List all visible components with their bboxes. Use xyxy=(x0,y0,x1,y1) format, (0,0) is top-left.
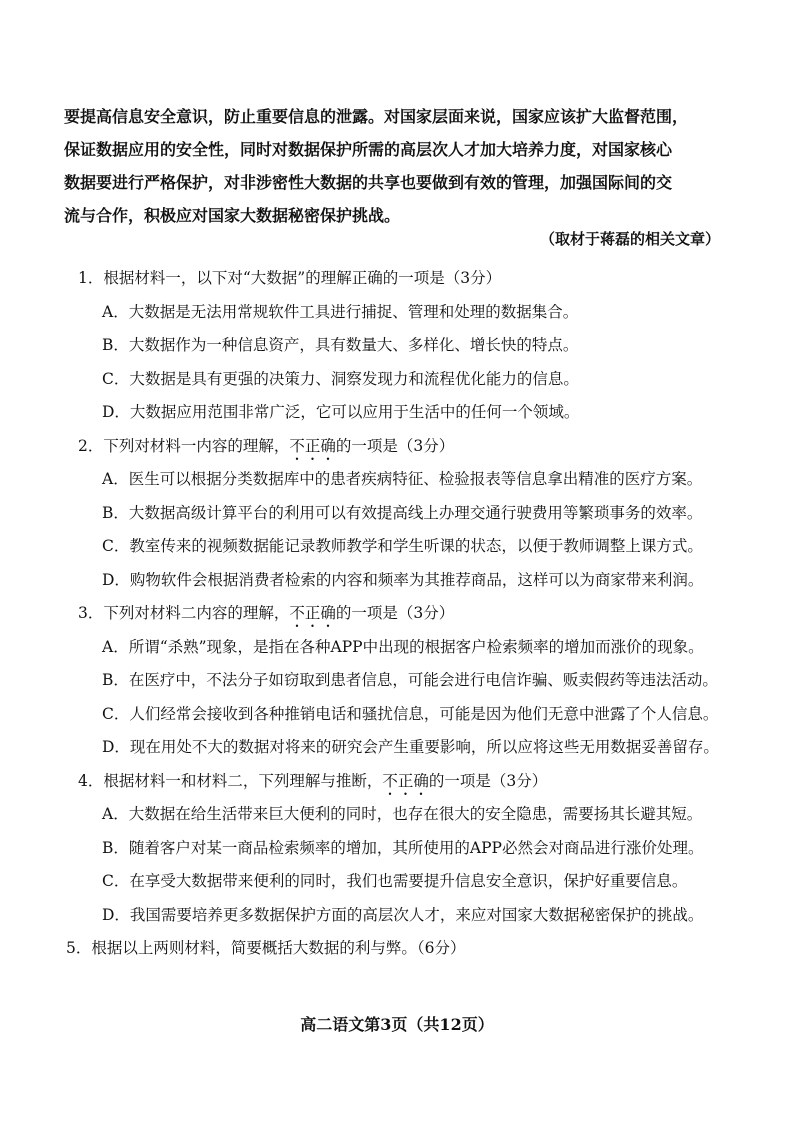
option-a: A．医生可以根据分类数据库中的患者疾病特征、检验报表等信息拿出精准的医疗方案。 xyxy=(102,470,703,488)
passage-line: 数据要进行严格保护，对非涉密性大数据的共享也要做到有效的管理，加强国际间的交 xyxy=(64,173,673,192)
stem-text: 的一项是（3分） xyxy=(335,604,455,622)
question-4 xyxy=(66,765,756,933)
question-stem xyxy=(78,262,756,296)
option-b: B．大数据作为一种信息资产，具有数量大、多样化、增长快的特点。 xyxy=(102,336,579,354)
stem-text: 4．根据材料一和材料二，下列理解与推断， xyxy=(78,771,383,790)
stem-text: 1．根据材料一，以下对“大数据”的理解正确的一项是（3分） xyxy=(78,269,502,287)
question-2 xyxy=(66,430,756,598)
option-b: B．随着客户对某一商品检索频率的增加，其所使用的APP必然会对商品进行涨价处理。 xyxy=(102,838,704,857)
stem-emphasis: 不正确 xyxy=(382,771,429,790)
option-d: D．购物软件会根据消费者检索的内容和频率为其推荐商品，这样可以为商家带来利润。 xyxy=(102,570,704,589)
option-d: D．现在用处不大的数据对将来的研究会产生重要影响，所以应将这些无用数据妥善留存。 xyxy=(102,738,719,756)
reading-passage xyxy=(64,100,744,232)
question-5 xyxy=(66,932,756,966)
question-stem xyxy=(78,430,756,464)
stem-text: 2．下列对材料一内容的理解， xyxy=(78,436,290,455)
stem-emphasis: 不正确 xyxy=(289,436,336,455)
passage-line: 流与合作，积极应对国家大数据秘密保护挑战。 xyxy=(64,206,401,225)
question-stem xyxy=(78,765,756,799)
stem-emphasis: 不正确 xyxy=(289,604,336,622)
option-c: C．人们经常会接收到各种推销电话和骚扰信息，可能是因为他们无意中泄露了个人信息。 xyxy=(102,704,719,723)
stem-text: 的一项是（3分） xyxy=(335,436,455,455)
option-b: B．大数据高级计算平台的利用可以有效提高线上办理交通行驶费用等繁琐事务的效率。 xyxy=(102,503,703,522)
option-c: C．大数据是具有更强的决策力、洞察发现力和流程优化能力的信息。 xyxy=(102,369,579,388)
passage-source: （取材于蒋磊的相关文章） xyxy=(539,230,720,248)
passage-line: 保证数据应用的安全性，同时对数据保护所需的高层次人才加大培养力度，对国家核心 xyxy=(64,140,673,159)
option-d: D．我国需要培养更多数据保护方面的高层次人才，来应对国家大数据秘密保护的挑战。 xyxy=(102,905,704,924)
question-list xyxy=(66,262,756,966)
option-c: C．在享受大数据带来便利的同时，我们也需要提升信息安全意识，保护好重要信息。 xyxy=(102,872,688,890)
question-1 xyxy=(66,262,756,430)
question-stem xyxy=(66,932,756,966)
stem-text: 3．下列对材料二内容的理解， xyxy=(78,604,290,622)
page-footer: 高二语文第3页（共12页） xyxy=(300,1015,494,1034)
question-stem xyxy=(78,597,756,631)
passage-line: 要提高信息安全意识，防止重要信息的泄露。对国家层面来说，国家应该扩大监督范围， xyxy=(64,107,689,126)
option-a: A．大数据在给生活带来巨大便利的同时，也存在很大的安全隐患，需要扬其长避其短。 xyxy=(102,805,703,823)
option-d: D．大数据应用范围非常广泛，它可以应用于生活中的任何一个领域。 xyxy=(102,403,580,421)
question-3 xyxy=(66,597,756,765)
stem-text: 的一项是（3分） xyxy=(428,771,548,790)
option-c: C．教室传来的视频数据能记录教师教学和学生听课的状态，以便于教师调整上课方式。 xyxy=(102,537,703,555)
stem-text: 5．根据以上两则材料，简要概括大数据的利与弊。（6分） xyxy=(66,939,466,957)
option-a: A．所谓“杀熟”现象，是指在各种APP中出现的根据客户检索频率的增加而涨价的现象。 xyxy=(102,637,704,656)
option-a: A．大数据是无法用常规软件工具进行捕捉、管理和处理的数据集合。 xyxy=(102,302,579,321)
option-b: B．在医疗中，不法分子如窃取到患者信息，可能会进行电信诈骗、贩卖假药等违法活动。 xyxy=(102,671,718,689)
